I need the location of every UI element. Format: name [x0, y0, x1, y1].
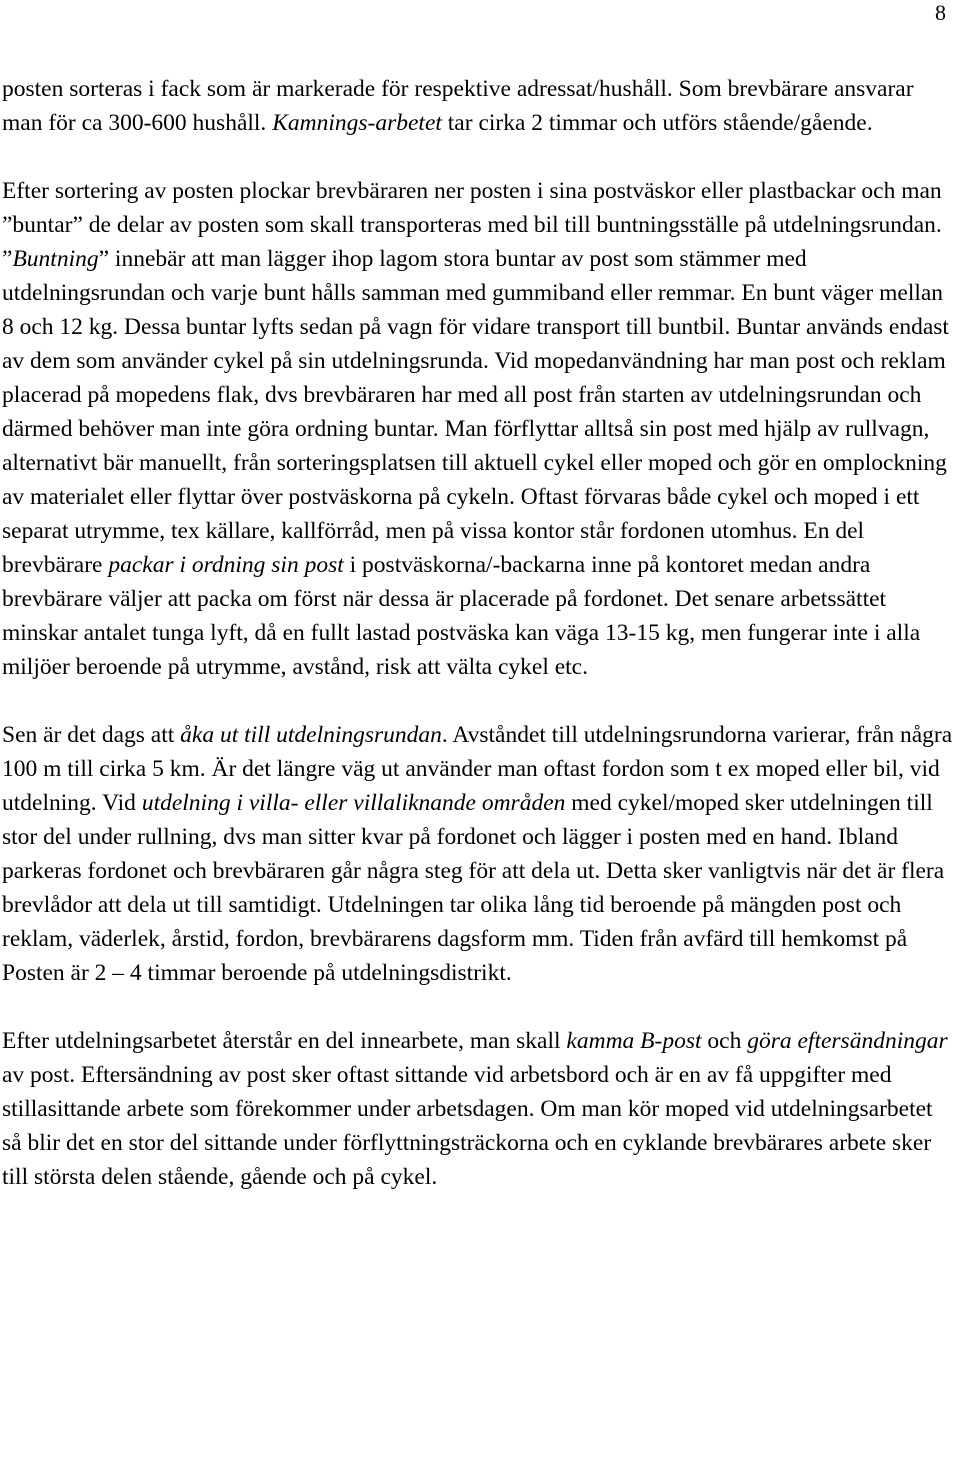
emphasis-utdelning-villa: utdelning i villa- eller villaliknande områden [141, 790, 566, 816]
emphasis-packar-i-ordning: packar i ordning sin post [108, 552, 344, 578]
text-run: ” innebär att man lägger ihop lagom stora buntar av post som stämmer med utdelningsrundan och varje bunt hålls samman med gummiband eller remmar. En bunt väger mellan 8 och 12 kg. Dessa buntar lyfts sedan på vagn för vidare transport till buntbil. Buntar används endast av dem som använder cykel på sin utdelningsrunda. Vid mopedanvändning har man post och reklam placerad på mopedens flak, dvs brevbäraren har med all post från starten av utdelningsrundan och därmed behöver man inte göra ordning buntar. Man förflyttar alltså sin post med hjälp av rullvagn, alternativt bär manuellt, från sorteringsplatsen till aktuell cykel eller moped och gör en omplockning av materialet eller flyttar över postväskorna på cykeln. Oftast förvaras både cykel och moped i ett separat utrymme, tex källare, kallförråd, men på vissa kontor står fordonen utomhus. En del brevbärare [2, 246, 949, 578]
paragraph-sorting-intro [2, 72, 956, 140]
text-run: Efter sortering av posten plockar brevbäraren ner posten i sina postväskor eller plastbackar och man ”buntar” de delar av posten som skall transporteras med bil till buntningsställe på utdelningsrundan. ” [2, 178, 942, 272]
text-run: i postväskorna/-backarna inne på kontoret medan andra brevbärare väljer att packa om först när dessa är placerade på fordonet. Det senare arbetssättet minskar antalet tunga lyft, då en fullt lastad postväska kan väga 13-15 kg, men fungerar inte i alla miljöer beroende på utrymme, avstånd, risk att välta cykel etc. [2, 552, 921, 680]
emphasis-kamnings-arbetet: Kamnings-arbetet [272, 110, 442, 136]
paragraph-buntning [2, 174, 956, 684]
emphasis-kamma-b-post: kamma B-post [566, 1028, 702, 1054]
emphasis-buntning: Buntning [12, 246, 99, 272]
paragraph-utdelningsrundan [2, 718, 956, 990]
emphasis-aka-ut: åka ut till utdelningsrundan [180, 722, 442, 748]
text-run: och [701, 1028, 748, 1054]
document-body [2, 72, 956, 1194]
paragraph-innearbete [2, 1024, 956, 1194]
text-run: . Avståndet till utdelningsrundorna varierar, från några 100 m till cirka 5 km. Är det längre väg ut använder man oftast fordon som t ex moped eller bil, vid utdelning. Vid [2, 722, 953, 816]
text-run: Efter utdelningsarbetet återstår en del innearbete, man skall [2, 1028, 567, 1054]
text-run: tar cirka 2 timmar och utförs stående/gående. [441, 110, 873, 136]
text-run: av post. Eftersändning av post sker oftast sittande vid arbetsbord och är en av få uppgifter med stillasittande arbete som förekommer under arbetsdagen. Om man kör moped vid utdelningsarbetet så blir det en stor del sittande under förflyttningsträckorna och en cyklande brevbärares arbete sker till största delen stående, gående och på cykel. [2, 1062, 933, 1190]
emphasis-gora-eftersandningar: göra eftersändningar [747, 1028, 948, 1054]
text-run: posten sorteras i fack som är markerade för respektive adressat/hushåll. Som brevbärare ansvarar man för ca 300-600 hushåll. [2, 76, 914, 136]
text-run: med cykel/moped sker utdelningen till stor del under rullning, dvs man sitter kvar på fordonet och lägger i posten med en hand. Ibland parkeras fordonet och brevbäraren går några steg för att dela ut. Detta sker vanligtvis när det är flera brevlådor att dela ut till samtidigt. Utdelningen tar olika lång tid beroende på mängden post och reklam, väderlek, årstid, fordon, brevbärarens dagsform mm. Tiden från avfärd till hemkomst på Posten är 2 – 4 timmar beroende på utdelningsdistrikt. [2, 790, 945, 986]
text-run: Sen är det dags att [2, 722, 181, 748]
page-number: 8 [935, 0, 946, 25]
